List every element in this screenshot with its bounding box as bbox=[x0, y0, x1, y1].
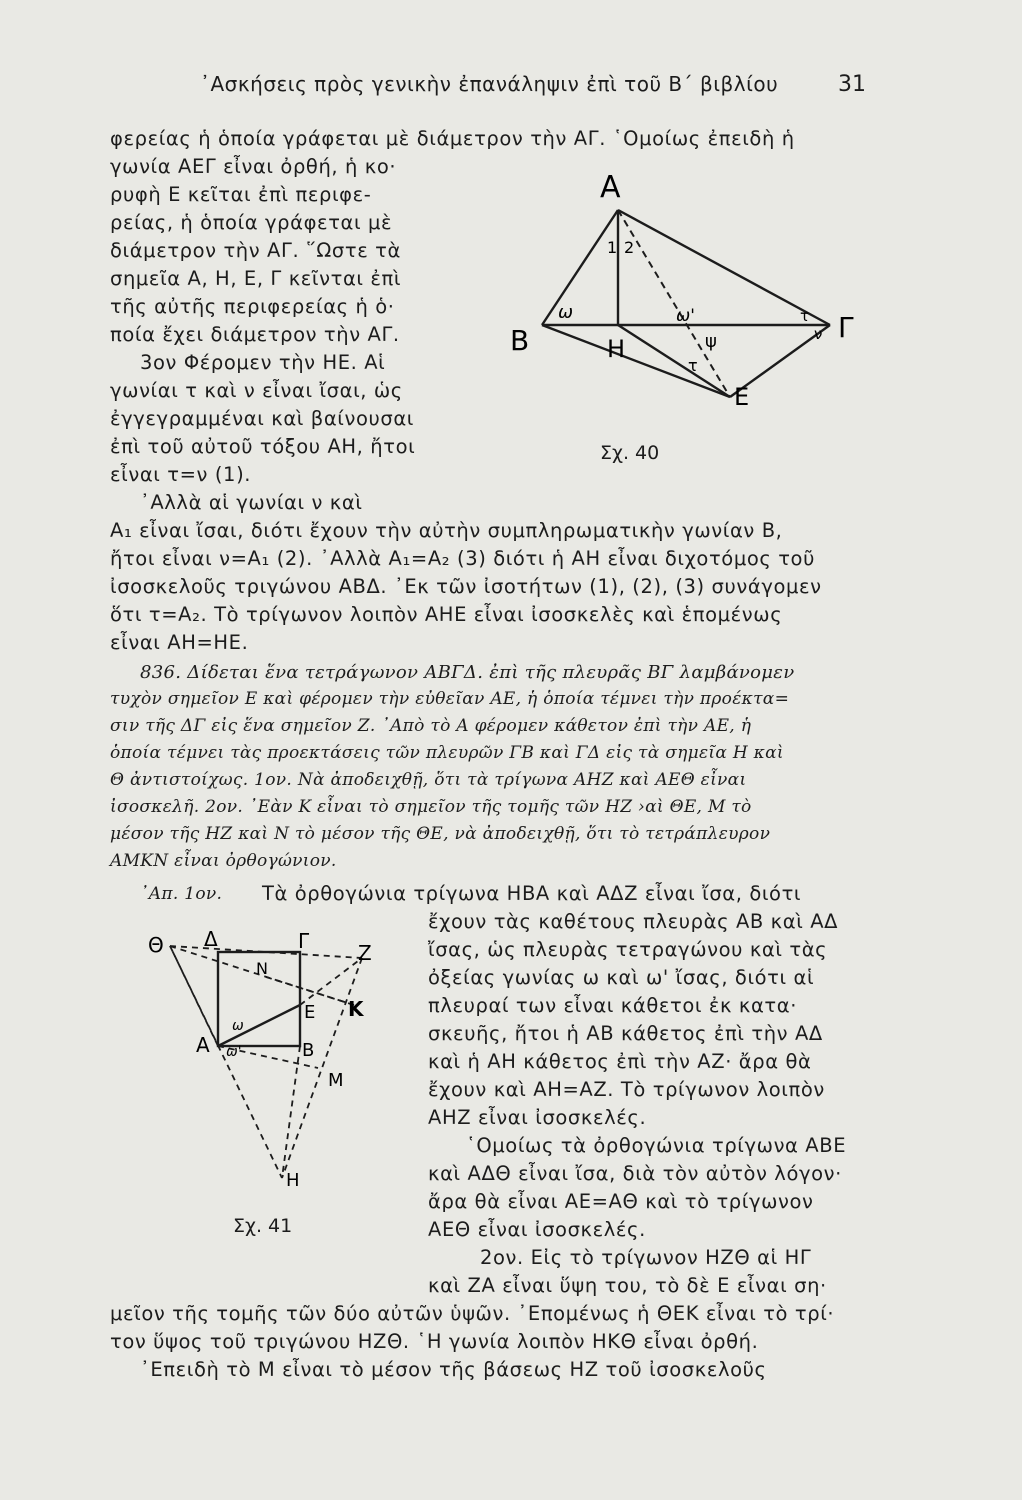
figure-40 bbox=[500, 175, 870, 435]
solution-prefix: ᾽Απ. 1ον. bbox=[140, 884, 223, 904]
fig40-label: ν bbox=[814, 325, 823, 343]
segment-AE bbox=[218, 1005, 300, 1046]
text-line: γωνίαι τ καὶ ν εἶναι ἴσαι, ὡς bbox=[110, 379, 403, 402]
text-line: γωνία ΑΕΓ εἶναι ὀρθή, ἡ κο· bbox=[110, 155, 397, 178]
text-line: ΑΕΘ εἶναι ἰσοσκελές. bbox=[428, 1218, 646, 1241]
problem-line: σιν τῆς ΔΓ εἰς ἕνα σημεῖον Ζ. ᾽Απὸ τὸ Α φέρομεν κάθετον ἐπὶ τὴν ΑΕ, ἡ bbox=[110, 716, 752, 736]
text-line: Α₁ εἶναι ἴσαι, διότι ἔχουν τὴν αὐτὴν συμπληρωματικὴν γωνίαν Β, bbox=[110, 519, 783, 542]
line-ZH bbox=[282, 958, 362, 1178]
text-line: μεῖον τῆς τομῆς τῶν δύο αὐτῶν ὑψῶν. ᾽Επομένως ἡ ΘΕΚ εἶναι τὸ τρί· bbox=[110, 1302, 835, 1325]
text-line: ῾Ομοίως τὰ ὀρθογώνια τρίγωνα ΑΒΕ bbox=[466, 1134, 847, 1157]
fig41-label: Γ bbox=[298, 930, 310, 953]
text-line: καὶ ΑΔΘ εἶναι ἴσα, διὰ τὸν αὐτὸν λόγον· bbox=[428, 1162, 842, 1185]
text-line: ᾽Επειδὴ τὸ Μ εἶναι τὸ μέσον τῆς βάσεως ΗΖ τοῦ ἰσοσκελοῦς bbox=[140, 1358, 767, 1381]
fig41-label: Μ bbox=[328, 1070, 344, 1091]
text-line: Τὰ ὀρθογώνια τρίγωνα ΗΒΑ καὶ ΑΔΖ εἶναι ἴσα, διότι bbox=[262, 882, 802, 905]
fig40-label: 1 bbox=[607, 238, 618, 257]
fig41-label: Κ bbox=[348, 997, 364, 1021]
problem-line: Θ ἀντιστοίχως. 1ον. Νὰ ἀποδειχθῇ, ὅτι τὰ τρίγωνα ΑΗΖ καὶ ΑΕΘ εἶναι bbox=[110, 770, 747, 790]
fig40-label: Α bbox=[600, 175, 621, 205]
fig40-label: τ bbox=[800, 307, 810, 325]
page-number: 31 bbox=[838, 72, 866, 97]
text-line: ἔχουν καὶ ΑΗ=ΑΖ. Τὸ τρίγωνον λοιπὸν bbox=[428, 1078, 825, 1101]
fig41-label: Η bbox=[286, 1170, 300, 1191]
text-line: ἐπὶ τοῦ αὐτοῦ τόξου ΑΗ, ἤτοι bbox=[110, 435, 416, 458]
text-line: τον ὕψος τοῦ τριγώνου ΗΖΘ. ῾Η γωνία λοιπὸν ΗΚΘ εἶναι ὀρθή. bbox=[110, 1330, 759, 1353]
problem-line: 836. Δίδεται ἕνα τετράγωνον ΑΒΓΔ. ἐπὶ τῆς πλευρᾶς ΒΓ λαμβάνομεν bbox=[140, 662, 795, 683]
fig40-label: 2 bbox=[624, 238, 635, 257]
segment-AG bbox=[618, 210, 830, 325]
text-line: ρυφὴ Ε κεῖται ἐπὶ περιφε- bbox=[110, 183, 372, 206]
fig40-label: Γ bbox=[838, 311, 854, 344]
text-line: ποία ἔχει διάμετρον τὴν ΑΓ. bbox=[110, 323, 400, 346]
text-line: σημεῖα Α, Η, Ε, Γ κεῖνται ἐπὶ bbox=[110, 267, 402, 290]
fig41-label: Θ bbox=[148, 933, 164, 957]
problem-line: τυχὸν σημεῖον Ε καὶ φέρομεν τὴν εὐθεῖαν ΑΕ, ἡ ὁποία τέμνει τὴν προέκτα= bbox=[110, 689, 790, 709]
text-line: διάμετρον τὴν ΑΓ. ῞Ωστε τὰ bbox=[110, 239, 401, 262]
running-header: ᾽Ασκήσεις πρὸς γενικὴν ἐπανάληψιν ἐπὶ τοῦ Β΄ βιβλίου bbox=[200, 72, 779, 96]
fig41-label: Δ bbox=[204, 930, 218, 951]
text-line: ἤτοι εἶναι ν=Α₁ (2). ᾽Αλλὰ Α₁=Α₂ (3) διότι ἡ ΑΗ εἶναι διχοτόμος τοῦ bbox=[110, 547, 815, 570]
fig40-label: τ bbox=[688, 356, 698, 375]
fig40-label: Ε bbox=[734, 383, 750, 411]
fig41-label: Β bbox=[302, 1040, 315, 1061]
text-line: ρείας, ἡ ὁποία γράφεται μὲ bbox=[110, 211, 393, 234]
text-line: ὀξείας γωνίας ω καὶ ω' ἴσας, διότι αἱ bbox=[428, 966, 815, 989]
text-line: καὶ ΖΑ εἶναι ὕψη του, τὸ δὲ Ε εἶναι ση· bbox=[428, 1274, 827, 1297]
figure-40-caption: Σχ. 40 bbox=[600, 442, 660, 464]
text-line: ἄρα θὰ εἶναι ΑΕ=ΑΘ καὶ τὸ τρίγωνον bbox=[428, 1190, 814, 1213]
segment-AB bbox=[542, 210, 618, 325]
fig40-label: ω bbox=[558, 302, 574, 323]
text-line: ᾽Αλλὰ αἱ γωνίαι ν καὶ bbox=[140, 491, 363, 514]
segment-AE-dashed bbox=[618, 210, 730, 397]
text-line: ΑΗΖ εἶναι ἰσοσκελές. bbox=[428, 1106, 647, 1129]
text-line: εἶναι τ=ν (1). bbox=[110, 463, 252, 486]
figure-41-caption: Σχ. 41 bbox=[233, 1215, 293, 1237]
figure-41 bbox=[140, 930, 390, 1195]
text-line: ἐγγεγραμμέναι καὶ βαίνουσαι bbox=[110, 407, 414, 430]
text-line: ἔχουν τὰς καθέτους πλευρὰς ΑΒ καὶ ΑΔ bbox=[428, 910, 839, 933]
text-line: πλευραί των εἶναι κάθετοι ἐκ κατα· bbox=[428, 994, 798, 1017]
fig40-label: Η bbox=[607, 335, 626, 363]
text-line: ὅτι τ=Α₂. Τὸ τρίγωνον λοιπὸν ΑΗΕ εἶναι ἰσοσκελὲς καὶ ἑπομένως bbox=[110, 603, 783, 626]
fig41-label: Ε bbox=[304, 1002, 316, 1023]
line-NK bbox=[266, 977, 354, 1005]
problem-line: ἰσοσκελῆ. 2ον. ᾽Εὰν Κ εἶναι τὸ σημεῖον τῆς τομῆς τῶν ΗΖ ›αὶ ΘΕ, Μ τὸ bbox=[110, 797, 752, 817]
line-ThetaH bbox=[170, 946, 282, 1178]
fig41-label: Ν bbox=[256, 959, 268, 978]
text-line: ἰσοσκελοῦς τριγώνου ΑΒΔ. ᾽Εκ τῶν ἰσοτήτων (1), (2), (3) συνάγομεν bbox=[110, 575, 822, 598]
problem-line: μέσον τῆς ΗΖ καὶ Ν τὸ μέσον τῆς ΘΕ, νὰ ἀποδειχθῇ, ὅτι τὸ τετράπλευρον bbox=[110, 824, 771, 844]
text-line: 2ον. Εἰς τὸ τρίγωνον ΗΖΘ αἱ ΗΓ bbox=[480, 1246, 812, 1269]
text-line: εἶναι ΑΗ=ΗΕ. bbox=[110, 631, 249, 654]
text-line: φερείας ἡ ὁποία γράφεται μὲ διάμετρον τὴν ΑΓ. ῾Ομοίως ἐπειδὴ ἡ bbox=[110, 127, 795, 150]
line-BH bbox=[282, 1046, 300, 1178]
fig41-label: ω bbox=[232, 1018, 244, 1034]
text-line: 3ον Φέρομεν τὴν ΗΕ. Αἱ bbox=[140, 351, 386, 374]
fig41-label: Ζ bbox=[358, 941, 372, 965]
text-line: καὶ ἡ ΑΗ κάθετος ἐπὶ τὴν ΑΖ· ἄρα θὰ bbox=[428, 1050, 812, 1073]
fig40-label: ψ bbox=[705, 331, 717, 352]
text-line: τῆς αὐτῆς περιφερείας ἡ ὁ· bbox=[110, 295, 395, 318]
fig40-label: ω' bbox=[676, 306, 695, 326]
problem-line: ὁποία τέμνει τὰς προεκτάσεις τῶν πλευρῶν ΓΒ καὶ ΓΔ εἰς τὰ σημεῖα Η καὶ bbox=[110, 743, 784, 763]
text-line: σκευῆς, ἤτοι ἡ ΑΒ κάθετος ἐπὶ τὴν ΑΔ bbox=[428, 1022, 823, 1045]
text-line: ἴσας, ὡς πλευρὰς τετραγώνου καὶ τὰς bbox=[428, 938, 828, 961]
fig40-label: Β bbox=[510, 324, 530, 357]
problem-line: ΑΜΚΝ εἶναι ὀρθογώνιον. bbox=[110, 851, 337, 871]
fig41-label: Α bbox=[196, 1033, 210, 1057]
fig41-label: ω' bbox=[226, 1044, 242, 1060]
